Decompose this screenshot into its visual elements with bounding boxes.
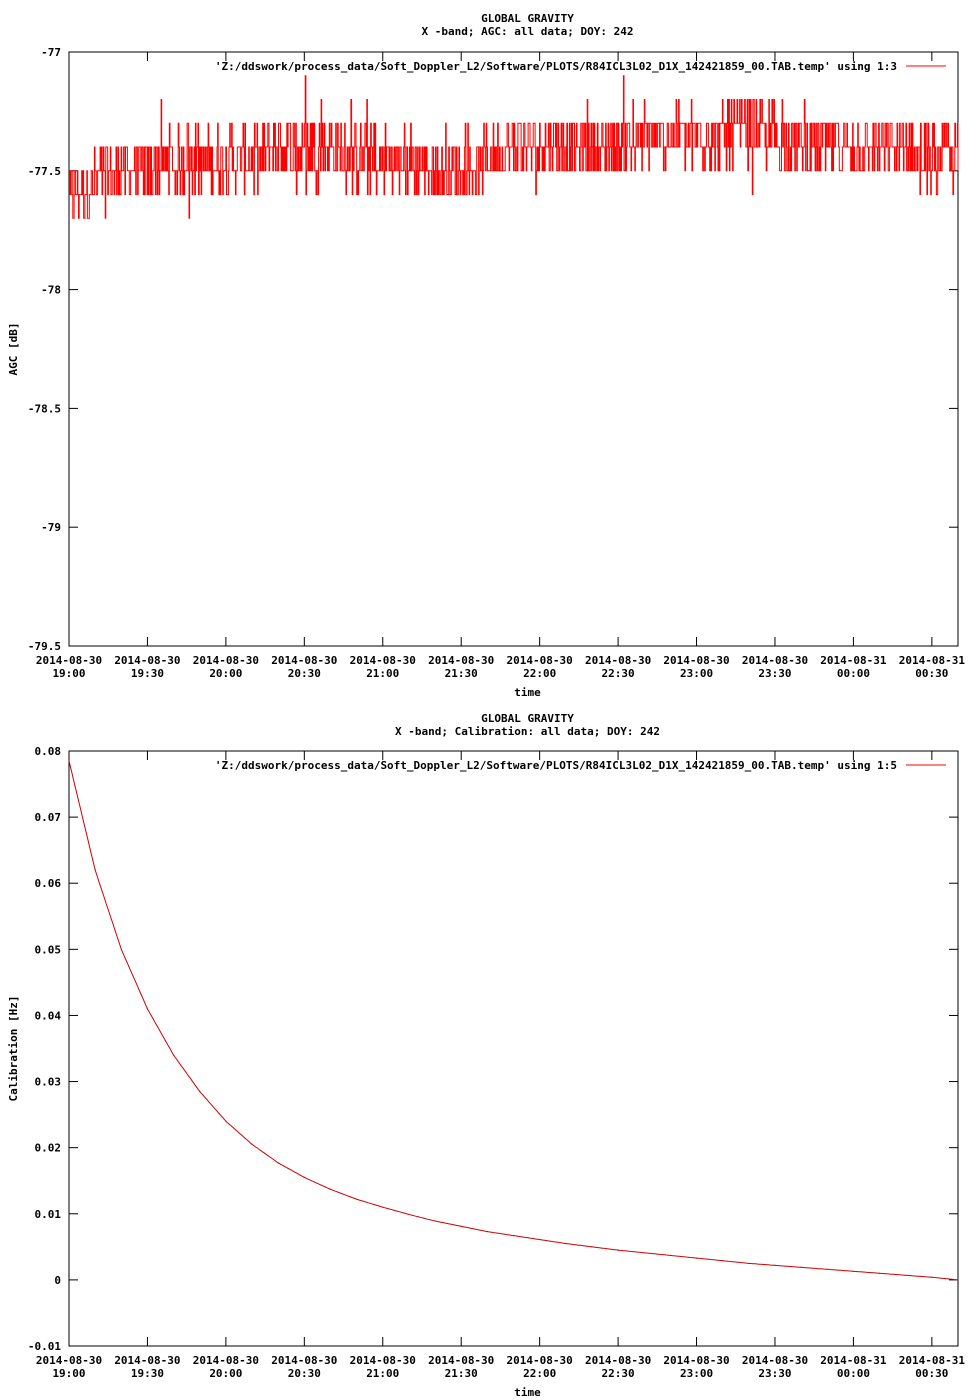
- chart-subtitle: X -band; AGC: all data; DOY: 242: [421, 25, 634, 38]
- x-tick-label-time: 19:30: [130, 667, 165, 680]
- y-tick-label: 0.05: [34, 943, 61, 957]
- data-point: [304, 1177, 305, 1178]
- x-tick-label-time: 00:30: [915, 1367, 949, 1380]
- x-tick-label-time: 20:00: [209, 1367, 243, 1380]
- data-point: [931, 1277, 932, 1278]
- x-tick-label-date: 2014-08-30: [192, 654, 259, 667]
- chart-title: GLOBAL GRAVITY: [481, 12, 574, 25]
- x-tick-label-time: 22:00: [523, 1367, 557, 1380]
- x-tick-label-date: 2014-08-30: [428, 1354, 495, 1367]
- data-point: [68, 760, 69, 761]
- y-tick-label: 0.02: [34, 1141, 61, 1155]
- data-point: [670, 1255, 671, 1256]
- data-point: [748, 1263, 749, 1264]
- y-tick-label: 0.08: [34, 745, 61, 758]
- x-tick-label-time: 20:30: [287, 667, 321, 680]
- x-tick-label-date: 2014-08-30: [506, 1354, 573, 1367]
- x-tick-label-date: 2014-08-30: [506, 654, 573, 667]
- y-tick-label: 0.01: [34, 1207, 61, 1221]
- data-point: [147, 1008, 148, 1009]
- y-tick-label: 0.07: [34, 811, 61, 825]
- x-tick-label-date: 2014-08-30: [349, 654, 416, 667]
- x-tick-label-time: 00:00: [836, 1367, 870, 1380]
- data-point: [513, 1235, 514, 1236]
- chart-title: GLOBAL GRAVITY: [481, 712, 574, 725]
- data-point: [225, 1121, 226, 1122]
- data-point: [199, 1091, 200, 1092]
- x-tick-label-date: 2014-08-30: [584, 1354, 652, 1367]
- x-tick-label-time: 19:30: [130, 1367, 165, 1380]
- data-point: [356, 1199, 357, 1200]
- x-tick-label-time: 19:00: [52, 667, 86, 680]
- data-point: [644, 1252, 645, 1253]
- data-point: [461, 1226, 462, 1227]
- chart-subtitle: X -band; Calibration: all data; DOY: 242: [395, 725, 660, 738]
- y-axis-label: AGC [dB]: [7, 322, 20, 376]
- data-point: [853, 1271, 854, 1272]
- x-tick-label-date: 2014-08-31: [898, 654, 965, 667]
- x-tick-label-time: 23:00: [679, 667, 714, 680]
- y-tick-label: -78: [41, 283, 61, 297]
- y-tick-label: 0.06: [34, 877, 61, 891]
- x-tick-label-date: 2014-08-30: [271, 654, 338, 667]
- x-tick-label-time: 23:30: [758, 667, 792, 680]
- x-tick-label-date: 2014-08-30: [584, 654, 652, 667]
- data-point: [722, 1260, 723, 1261]
- y-tick-label: 0: [54, 1273, 61, 1287]
- series-line-agc: [69, 76, 958, 219]
- y-tick-label: 0.04: [34, 1009, 61, 1023]
- x-tick-label-time: 21:00: [366, 667, 400, 680]
- y-tick-label: -77: [41, 46, 61, 59]
- data-point: [382, 1207, 383, 1208]
- x-tick-label-date: 2014-08-30: [271, 1354, 338, 1367]
- x-tick-label-time: 20:00: [209, 667, 243, 680]
- x-tick-label-date: 2014-08-30: [114, 1354, 181, 1367]
- x-tick-label-time: 21:30: [444, 1367, 478, 1380]
- y-tick-label: -78.5: [27, 402, 61, 416]
- x-tick-label-date: 2014-08-30: [349, 1354, 416, 1367]
- x-tick-label-time: 00:00: [836, 667, 870, 680]
- data-point: [591, 1246, 592, 1247]
- x-tick-label-date: 2014-08-30: [35, 654, 103, 667]
- chart-1: [7, 12, 965, 699]
- x-tick-label-date: 2014-08-30: [114, 654, 181, 667]
- x-tick-label-time: 00:30: [915, 667, 949, 680]
- data-point: [539, 1239, 540, 1240]
- data-point: [173, 1055, 174, 1056]
- chart-2: [7, 712, 965, 1399]
- data-point: [696, 1258, 697, 1259]
- y-tick-label: -0.01: [27, 1340, 61, 1353]
- x-tick-label-time: 20:30: [287, 1367, 321, 1380]
- data-point: [435, 1220, 436, 1221]
- data-point: [774, 1265, 775, 1266]
- x-tick-label-time: 22:30: [601, 1367, 635, 1380]
- data-point: [330, 1189, 331, 1190]
- x-axis-label: time: [514, 1386, 541, 1399]
- x-tick-label-date: 2014-08-30: [663, 1354, 730, 1367]
- legend-label: 'Z:/ddswork/process_data/Soft_Doppler_L2/Software/PLOTS/R84ICL3L02_D1X_142421859_00.TAB.temp' using 1:3: [214, 60, 897, 73]
- data-point: [618, 1250, 619, 1251]
- y-tick-label: -79: [41, 521, 61, 535]
- legend-label: 'Z:/ddswork/process_data/Soft_Doppler_L2/Software/PLOTS/R84ICL3L02_D1X_142421859_00.TAB.temp' using 1:5: [214, 759, 897, 772]
- data-point: [251, 1144, 252, 1145]
- data-point: [801, 1267, 802, 1268]
- x-tick-label-date: 2014-08-30: [741, 654, 809, 667]
- x-tick-label-time: 23:00: [679, 1367, 714, 1380]
- data-point: [408, 1214, 409, 1215]
- x-tick-label-date: 2014-08-30: [663, 654, 730, 667]
- data-point: [957, 1279, 958, 1280]
- x-tick-label-time: 22:30: [601, 667, 635, 680]
- x-tick-label-time: 22:00: [523, 667, 557, 680]
- x-tick-label-time: 21:00: [366, 1367, 400, 1380]
- y-tick-label: -79.5: [27, 640, 61, 653]
- series-line-calibration: [69, 761, 958, 1280]
- x-tick-label-date: 2014-08-30: [741, 1354, 809, 1367]
- data-point: [278, 1162, 279, 1163]
- x-tick-label-date: 2014-08-31: [820, 1354, 887, 1367]
- x-tick-label-date: 2014-08-31: [898, 1354, 965, 1367]
- x-axis-label: time: [514, 686, 541, 699]
- x-tick-label-date: 2014-08-30: [35, 1354, 103, 1367]
- y-tick-label: 0.03: [34, 1075, 61, 1089]
- data-point: [879, 1273, 880, 1274]
- y-tick-label: -77.5: [27, 164, 61, 178]
- x-tick-label-date: 2014-08-31: [820, 654, 887, 667]
- data-point: [565, 1243, 566, 1244]
- data-point: [121, 949, 122, 950]
- x-tick-label-date: 2014-08-30: [428, 654, 495, 667]
- x-tick-label-time: 21:30: [444, 667, 478, 680]
- y-axis-label: Calibration [Hz]: [7, 995, 20, 1102]
- plot-frame: [69, 751, 958, 1346]
- data-point: [487, 1231, 488, 1232]
- x-tick-label-time: 23:30: [758, 1367, 792, 1380]
- data-point: [95, 869, 96, 870]
- data-point: [905, 1275, 906, 1276]
- x-tick-label-time: 19:00: [52, 1367, 86, 1380]
- x-tick-label-date: 2014-08-30: [192, 1354, 259, 1367]
- data-point: [827, 1269, 828, 1270]
